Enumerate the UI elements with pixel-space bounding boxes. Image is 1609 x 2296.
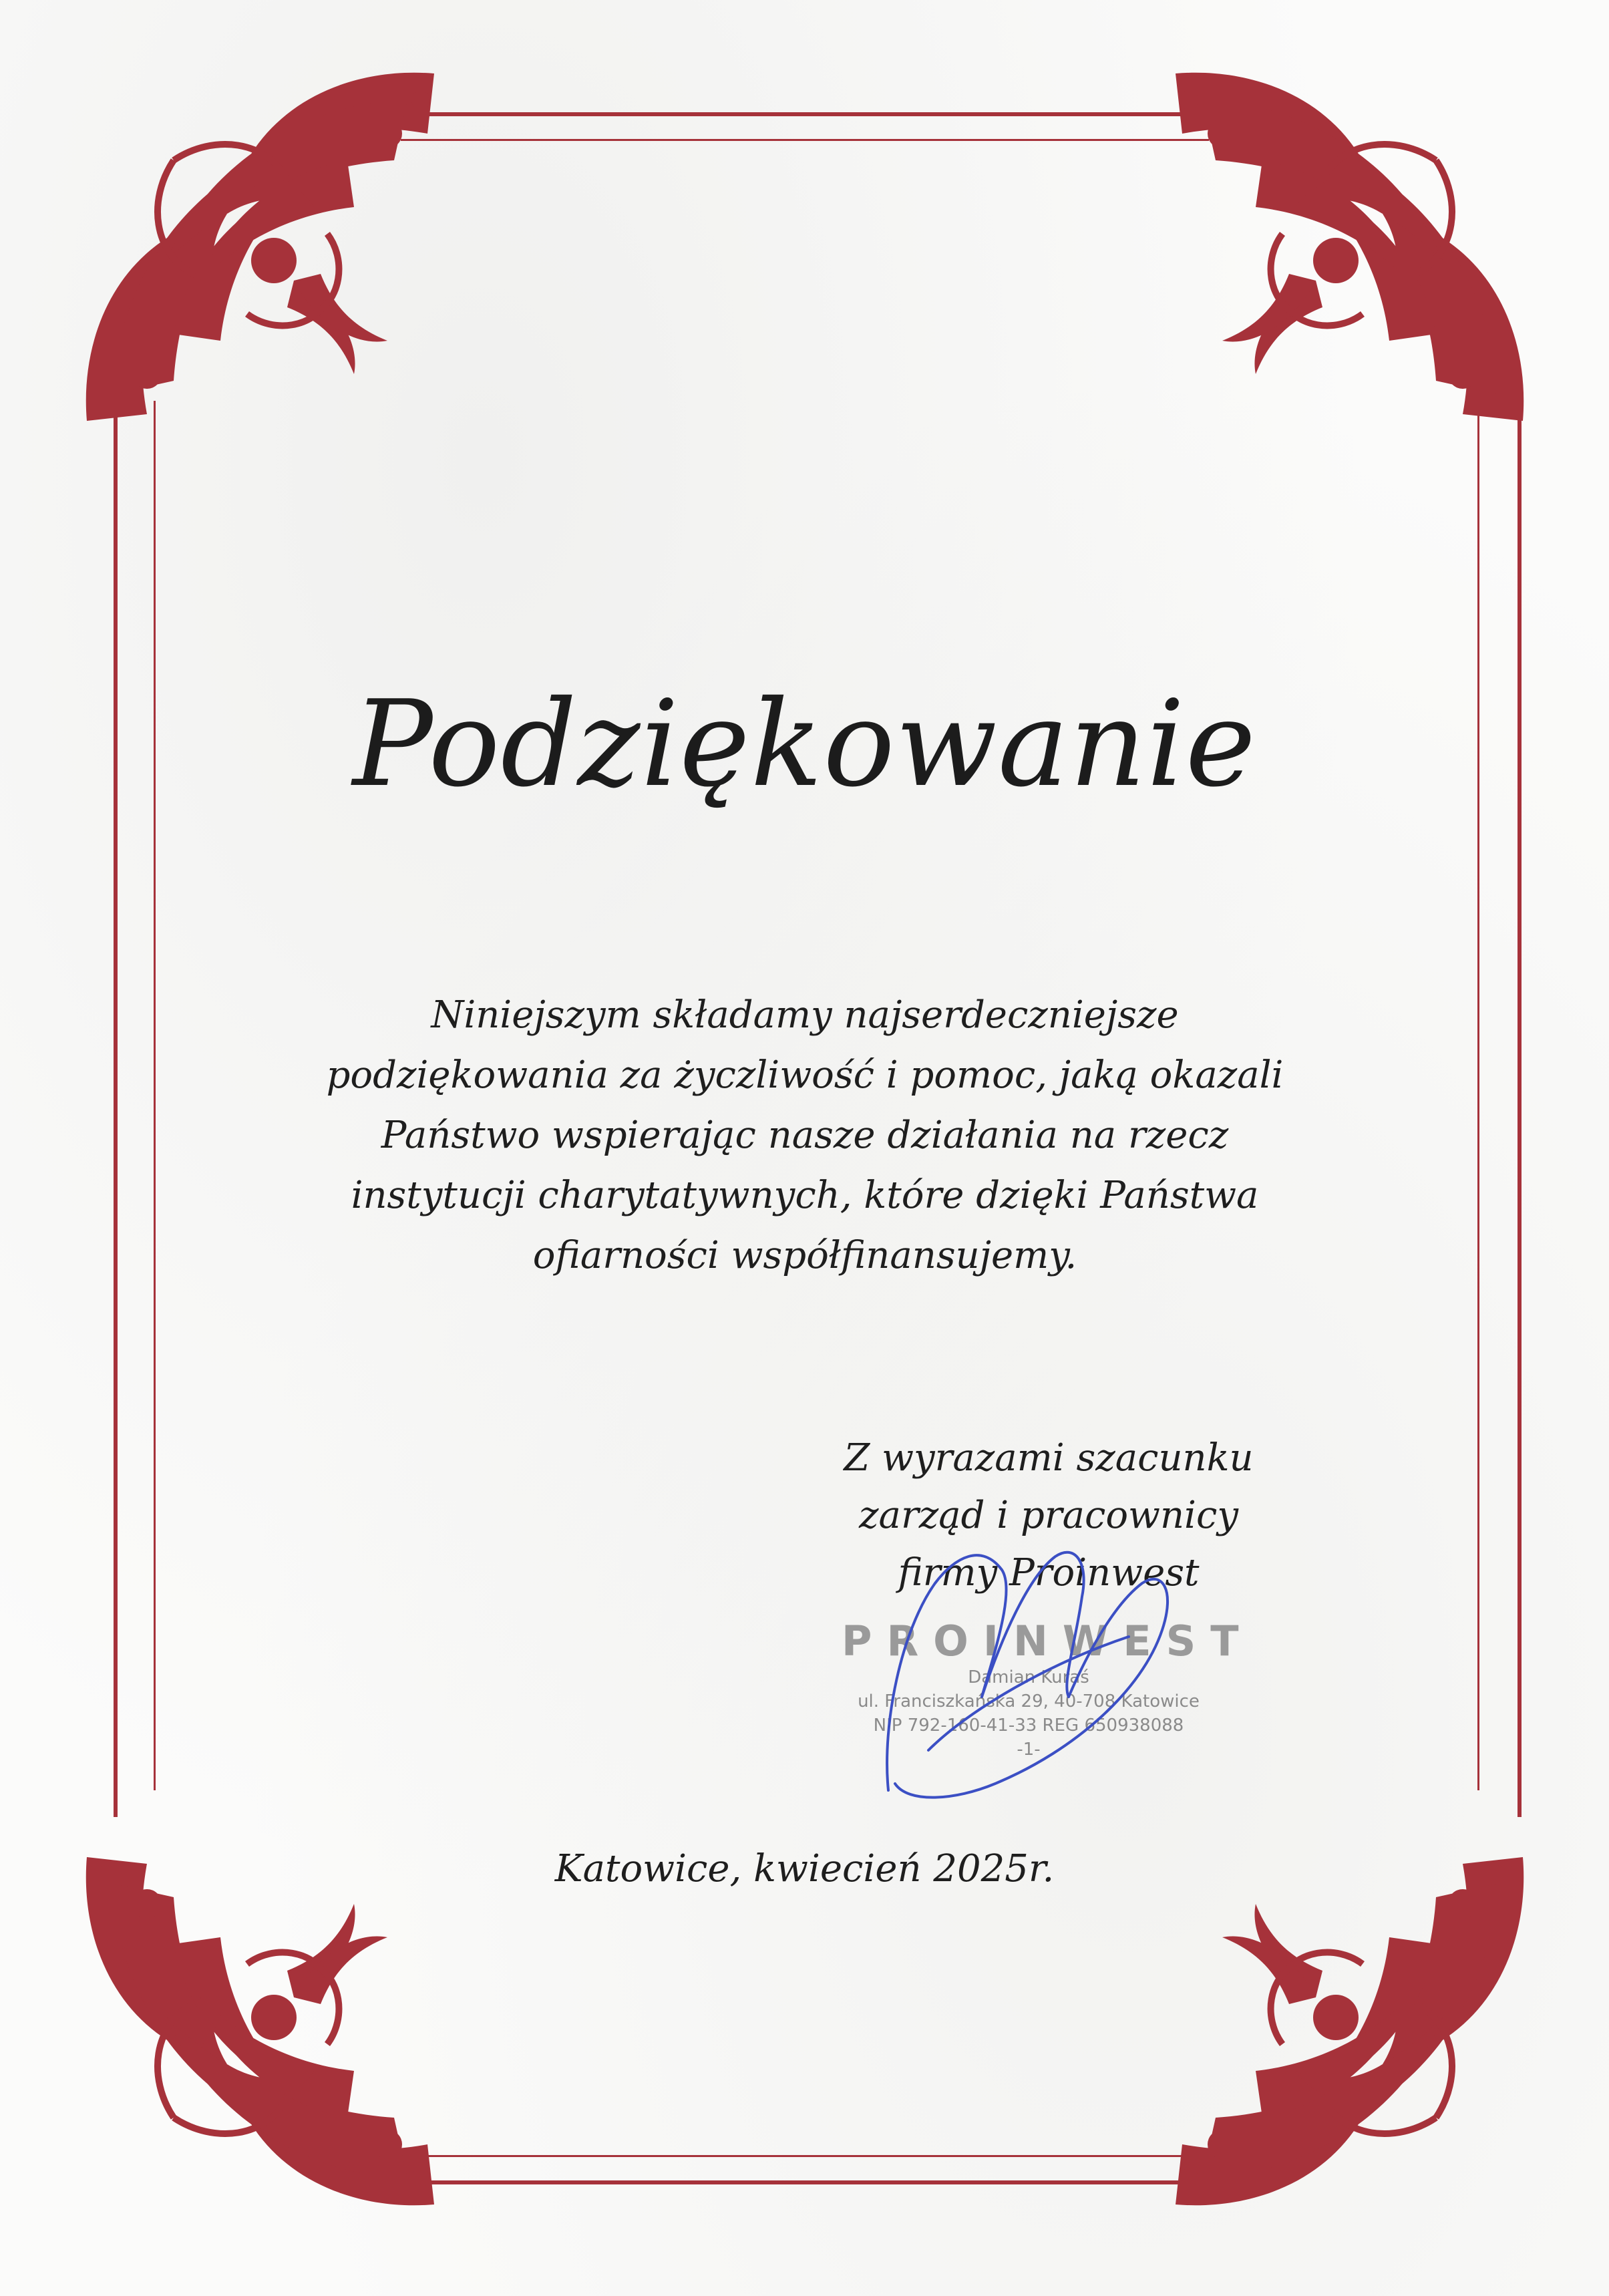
- body-line: Państwo wspierając nasze działania na rzecz: [381, 1114, 1229, 1157]
- body-line: podziękowania za życzliwość i pomoc, jaką okazali: [326, 1053, 1284, 1097]
- document-title: Podziękowanie: [352, 675, 1257, 813]
- document-date: Katowice, kwiecień 2025r.: [554, 1847, 1055, 1891]
- closing-line: Z wyrazami szacunku: [844, 1436, 1254, 1480]
- stamp-address: ul. Franciszkańska 29, 40-708 Katowice: [858, 1691, 1200, 1711]
- frame-right-inner-line: [1477, 401, 1479, 1790]
- corner-ornament-icon: [73, 1844, 448, 2218]
- stamp-name: Damian Kuraś: [968, 1667, 1089, 1687]
- stamp-number: -1-: [1017, 1740, 1041, 1760]
- corner-ornament-icon: [73, 60, 448, 434]
- body-line: instytucji charytatywnych, które dzięki Państwa: [351, 1174, 1259, 1217]
- frame-left-line: [114, 374, 118, 1817]
- body-line: ofiarności współfinansujemy.: [532, 1234, 1077, 1277]
- corner-ornament-icon: [1162, 60, 1536, 434]
- stamp-logo: PROINWEST: [842, 1617, 1254, 1665]
- frame-top-inner-line: [401, 139, 1209, 141]
- frame-right-line: [1517, 374, 1522, 1817]
- frame-bottom-line: [374, 2180, 1236, 2184]
- stamp-ids: NIP 792-160-41-33 REG 650938088: [873, 1715, 1184, 1736]
- signature-icon: [848, 1496, 1196, 1817]
- closing-line: firmy Proinwest: [898, 1551, 1200, 1595]
- body-line: Niniejszym składamy najserdeczniejsze: [431, 993, 1179, 1037]
- frame-left-inner-line: [154, 401, 156, 1790]
- frame-bottom-inner-line: [401, 2155, 1209, 2157]
- corner-ornament-icon: [1162, 1844, 1536, 2218]
- closing-line: zarząd i pracownicy: [859, 1494, 1238, 1537]
- frame-top-line: [374, 112, 1236, 116]
- document-body: [220, 985, 1389, 1286]
